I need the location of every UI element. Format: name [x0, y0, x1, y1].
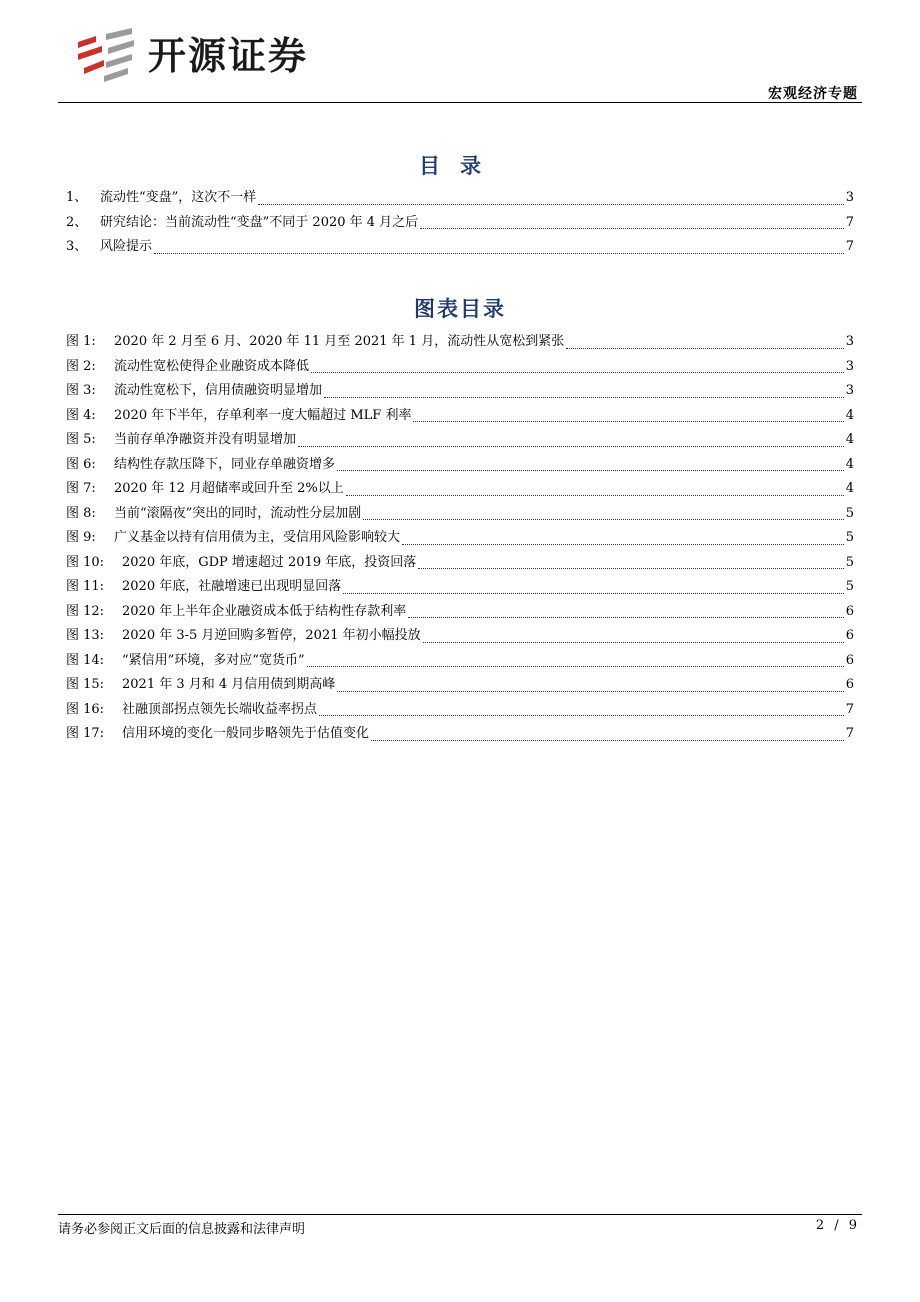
figure-caption: 广义基金以持有信用债为主，受信用风险影响较大: [114, 530, 401, 545]
figure-page: 6: [845, 603, 854, 619]
figure-number: 图 13:: [66, 628, 105, 643]
toc-item-number: 2、: [66, 214, 88, 230]
figure-caption: 流动性宽松下，信用债融资明显增加: [114, 383, 323, 398]
dot-leader: [423, 642, 844, 643]
dot-leader: [402, 544, 844, 545]
figure-caption: 信用环境的变化一般同步略领先于估值变化: [122, 726, 370, 741]
toc-item-label: 风险提示: [100, 239, 153, 254]
dot-leader: [319, 715, 844, 716]
figure-caption: 2020 年 12 月超储率或回升至 2%以上: [114, 481, 344, 496]
figure-number: 图 8:: [66, 505, 96, 521]
figure-caption: 2020 年底，GDP 增速超过 2019 年底，投资回落: [122, 554, 417, 570]
footer-divider: [58, 1214, 862, 1215]
figure-index-item[interactable]: [66, 649, 854, 674]
dot-leader: [346, 495, 844, 496]
figure-page: 7: [845, 726, 854, 741]
toc-item-label: 研究结论：当前流动性“变盘”不同于 2020 年 4 月之后: [100, 214, 419, 230]
figure-caption: 流动性宽松使得企业融资成本降低: [114, 358, 310, 374]
figure-number: 图 9:: [66, 530, 96, 545]
toc-list: [66, 186, 854, 260]
dot-leader: [311, 372, 844, 373]
figure-number: 图 11:: [66, 579, 105, 594]
dot-leader: [343, 593, 844, 594]
figure-page: 4: [845, 407, 854, 423]
logo-text: 开源证券: [148, 34, 309, 78]
figure-index-item[interactable]: [66, 428, 854, 453]
page-header: [0, 0, 920, 105]
toc-title: 目录: [419, 154, 501, 178]
dot-leader: [298, 446, 844, 447]
figure-index-item[interactable]: [66, 698, 854, 723]
figure-number: 图 6:: [66, 456, 96, 472]
dot-leader: [337, 691, 843, 692]
figure-index-item[interactable]: [66, 379, 854, 404]
figure-caption: 结构性存款压降下，同业存单融资增多: [114, 456, 336, 472]
figure-number: 图 1:: [66, 334, 96, 349]
figure-page: 3: [845, 334, 854, 349]
figure-number: 图 12:: [66, 603, 105, 619]
figure-page: 5: [845, 579, 854, 594]
toc-item-page: 7: [845, 214, 854, 230]
report-type-label: 宏观经济专题: [768, 86, 858, 102]
dot-leader: [324, 397, 844, 398]
figure-index-item[interactable]: [66, 673, 854, 698]
dot-leader: [413, 421, 843, 422]
figure-page: 5: [845, 530, 854, 545]
toc-item-page: 7: [845, 239, 854, 254]
toc-item[interactable]: [66, 186, 854, 211]
figure-index-item[interactable]: [66, 600, 854, 625]
figure-caption: 社融顶部拐点领先长端收益率拐点: [122, 701, 318, 717]
company-logo: [76, 28, 308, 84]
toc-item-label: 流动性“变盘”，这次不一样: [100, 190, 257, 205]
figure-caption: 当前“滚隔夜”突出的同时，流动性分层加剧: [114, 505, 362, 521]
figure-number: 图 16:: [66, 701, 105, 717]
page-indicator: 2 / 9: [815, 1218, 860, 1233]
figure-caption: 2020 年上半年企业融资成本低于结构性存款利率: [122, 603, 407, 619]
figure-page: 3: [845, 383, 854, 398]
figure-index-item[interactable]: [66, 330, 854, 355]
dot-leader: [418, 568, 843, 569]
toc-item[interactable]: [66, 211, 854, 236]
figure-number: 图 4:: [66, 407, 96, 423]
figure-index-item[interactable]: [66, 575, 854, 600]
figure-index-item[interactable]: [66, 624, 854, 649]
toc-item-number: 1、: [66, 190, 88, 205]
figure-number: 图 2:: [66, 358, 96, 374]
figure-page: 6: [845, 677, 854, 692]
figure-number: 图 10:: [66, 554, 105, 570]
figure-page: 6: [845, 628, 854, 643]
figure-page: 5: [845, 554, 854, 570]
dot-leader: [258, 204, 843, 205]
dot-leader: [420, 228, 844, 229]
dot-leader: [363, 519, 843, 520]
dot-leader: [154, 253, 844, 254]
figure-caption: 2020 年 3-5 月逆回购多暂停，2021 年初小幅投放: [122, 628, 421, 643]
figure-page: 7: [845, 701, 854, 717]
figure-caption: “紧信用”环境，多对应“宽货币”: [122, 652, 305, 668]
figure-index-item[interactable]: [66, 722, 854, 747]
figure-index-item[interactable]: [66, 477, 854, 502]
dot-leader: [371, 740, 844, 741]
figure-number: 图 17:: [66, 726, 105, 741]
figure-caption: 当前存单净融资并没有明显增加: [114, 432, 297, 447]
figure-number: 图 14:: [66, 652, 105, 668]
toc-item-page: 3: [845, 190, 854, 205]
figure-index-item[interactable]: [66, 453, 854, 478]
header-divider: [58, 102, 862, 103]
dot-leader: [307, 666, 844, 667]
figure-index-title: 图表目录: [414, 297, 506, 321]
figure-page: 5: [845, 505, 854, 521]
figure-caption: 2021 年 3 月和 4 月信用债到期高峰: [122, 677, 336, 692]
figure-index-item[interactable]: [66, 502, 854, 527]
figure-page: 4: [845, 432, 854, 447]
figure-page: 4: [845, 456, 854, 472]
figure-caption: 2020 年 2 月至 6 月、2020 年 11 月至 2021 年 1 月，流动性从宽松到紧张: [114, 334, 565, 349]
figure-number: 图 5:: [66, 432, 96, 447]
dot-leader: [566, 348, 844, 349]
figure-caption: 2020 年底，社融增速已出现明显回落: [122, 579, 342, 594]
dot-leader: [337, 470, 844, 471]
toc-item-number: 3、: [66, 239, 88, 254]
toc-item[interactable]: [66, 235, 854, 260]
figure-index-list: [66, 330, 854, 747]
figure-page: 3: [845, 358, 854, 374]
figure-number: 图 3:: [66, 383, 96, 398]
figure-page: 6: [845, 652, 854, 668]
figure-index-item[interactable]: [66, 526, 854, 551]
figure-index-item[interactable]: [66, 404, 854, 429]
figure-page: 4: [845, 481, 854, 496]
footer-disclaimer: 请务必参阅正文后面的信息披露和法律声明: [58, 1222, 306, 1237]
figure-index-item[interactable]: [66, 551, 854, 576]
logo-mark-icon: [76, 28, 136, 84]
figure-number: 图 7:: [66, 481, 96, 496]
figure-index-item[interactable]: [66, 355, 854, 380]
dot-leader: [408, 617, 844, 618]
figure-number: 图 15:: [66, 677, 105, 692]
figure-caption: 2020 年下半年，存单利率一度大幅超过 MLF 利率: [114, 407, 412, 423]
